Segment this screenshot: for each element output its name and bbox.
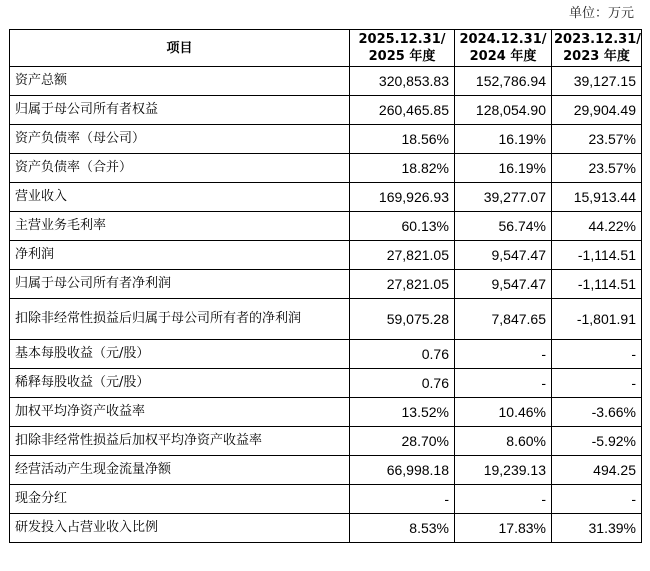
header-year: 2023 年度 bbox=[563, 49, 630, 64]
cell-2024: 39,277.07 bbox=[455, 183, 552, 212]
table-row bbox=[10, 212, 642, 241]
cell-2023: 29,904.49 bbox=[552, 96, 642, 125]
cell-2025: 27,821.05 bbox=[350, 270, 455, 299]
cell-2023: 44.22% bbox=[552, 212, 642, 241]
cell-2023: 23.57% bbox=[552, 125, 642, 154]
table-row bbox=[10, 299, 642, 340]
cell-2023: 39,127.15 bbox=[552, 67, 642, 96]
row-label: 归属于母公司所有者权益 bbox=[10, 96, 350, 125]
cell-2025: 320,853.83 bbox=[350, 67, 455, 96]
row-label: 现金分红 bbox=[10, 485, 350, 514]
cell-2023: - bbox=[552, 340, 642, 369]
cell-2025: 169,926.93 bbox=[350, 183, 455, 212]
row-label: 资产负债率（母公司） bbox=[10, 125, 350, 154]
cell-2025: 0.76 bbox=[350, 340, 455, 369]
cell-2023: 23.57% bbox=[552, 154, 642, 183]
row-label: 稀释每股收益（元/股） bbox=[10, 369, 350, 398]
cell-2025: 59,075.28 bbox=[350, 299, 455, 340]
cell-2025: 18.56% bbox=[350, 125, 455, 154]
table-header bbox=[10, 30, 642, 67]
table-row bbox=[10, 427, 642, 456]
table-row bbox=[10, 183, 642, 212]
cell-2023: 15,913.44 bbox=[552, 183, 642, 212]
header-col-2025 bbox=[350, 30, 455, 67]
cell-2024: 16.19% bbox=[455, 154, 552, 183]
header-year: 2024 年度 bbox=[469, 49, 537, 64]
row-label: 净利润 bbox=[10, 241, 350, 270]
table-row bbox=[10, 270, 642, 299]
cell-2023: -1,114.51 bbox=[552, 241, 642, 270]
header-item: 项目 bbox=[10, 30, 350, 67]
row-label: 研发投入占营业收入比例 bbox=[10, 514, 350, 543]
cell-2025: 13.52% bbox=[350, 398, 455, 427]
cell-2024: 9,547.47 bbox=[455, 241, 552, 270]
header-date: 2023.12.31/ bbox=[554, 32, 641, 47]
cell-2025: 0.76 bbox=[350, 369, 455, 398]
header-date: 2025.12.31/ bbox=[358, 32, 446, 47]
cell-2025: 260,465.85 bbox=[350, 96, 455, 125]
cell-2025: 8.53% bbox=[350, 514, 455, 543]
cell-2025: 18.82% bbox=[350, 154, 455, 183]
row-label: 资产负债率（合并） bbox=[10, 154, 350, 183]
table-body bbox=[10, 67, 642, 543]
cell-2024: 8.60% bbox=[455, 427, 552, 456]
header-year: 2025 年度 bbox=[368, 49, 436, 64]
row-label: 基本每股收益（元/股） bbox=[10, 340, 350, 369]
row-label: 资产总额 bbox=[10, 67, 350, 96]
table-row bbox=[10, 125, 642, 154]
row-label: 经营活动产生现金流量净额 bbox=[10, 456, 350, 485]
table-row bbox=[10, 456, 642, 485]
cell-2023: -1,114.51 bbox=[552, 270, 642, 299]
cell-2024: 128,054.90 bbox=[455, 96, 552, 125]
cell-2025: 28.70% bbox=[350, 427, 455, 456]
cell-2023: -1,801.91 bbox=[552, 299, 642, 340]
cell-2025: - bbox=[350, 485, 455, 514]
table-row bbox=[10, 398, 642, 427]
row-label: 扣除非经常性损益后加权平均净资产收益率 bbox=[10, 427, 350, 456]
cell-2023: 494.25 bbox=[552, 456, 642, 485]
cell-2023: -3.66% bbox=[552, 398, 642, 427]
cell-2024: - bbox=[455, 369, 552, 398]
cell-2024: 17.83% bbox=[455, 514, 552, 543]
cell-2024: - bbox=[455, 485, 552, 514]
cell-2025: 27,821.05 bbox=[350, 241, 455, 270]
cell-2023: -5.92% bbox=[552, 427, 642, 456]
row-label: 加权平均净资产收益率 bbox=[10, 398, 350, 427]
cell-2025: 66,998.18 bbox=[350, 456, 455, 485]
table-row bbox=[10, 241, 642, 270]
cell-2023: - bbox=[552, 485, 642, 514]
header-col-2023 bbox=[552, 30, 642, 67]
cell-2024: 16.19% bbox=[455, 125, 552, 154]
cell-2024: 10.46% bbox=[455, 398, 552, 427]
cell-2024: 56.74% bbox=[455, 212, 552, 241]
table-row bbox=[10, 340, 642, 369]
header-date: 2024.12.31/ bbox=[459, 32, 547, 47]
cell-2023: - bbox=[552, 369, 642, 398]
cell-2024: 152,786.94 bbox=[455, 67, 552, 96]
cell-2023: 31.39% bbox=[552, 514, 642, 543]
table-row bbox=[10, 67, 642, 96]
table-row bbox=[10, 514, 642, 543]
row-label: 营业收入 bbox=[10, 183, 350, 212]
cell-2024: - bbox=[455, 340, 552, 369]
cell-2024: 9,547.47 bbox=[455, 270, 552, 299]
row-label: 归属于母公司所有者净利润 bbox=[10, 270, 350, 299]
table-row bbox=[10, 96, 642, 125]
row-label: 扣除非经常性损益后归属于母公司所有者的净利润 bbox=[10, 299, 350, 340]
unit-note: 单位：万元 bbox=[568, 6, 634, 21]
financial-summary-table bbox=[9, 29, 642, 543]
header-col-2024 bbox=[455, 30, 552, 67]
table-row bbox=[10, 154, 642, 183]
table-row bbox=[10, 369, 642, 398]
table-row bbox=[10, 485, 642, 514]
cell-2025: 60.13% bbox=[350, 212, 455, 241]
row-label: 主营业务毛利率 bbox=[10, 212, 350, 241]
cell-2024: 19,239.13 bbox=[455, 456, 552, 485]
cell-2024: 7,847.65 bbox=[455, 299, 552, 340]
